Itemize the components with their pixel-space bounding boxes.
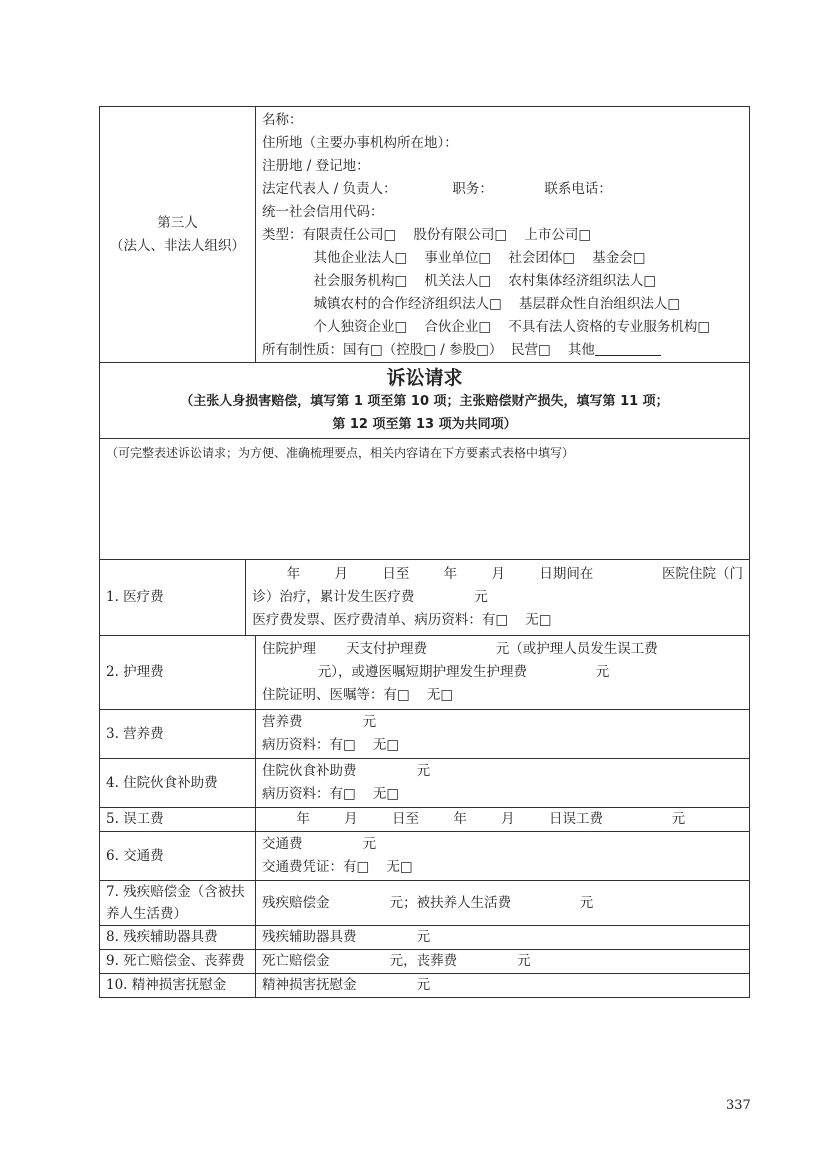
- item-content: [256, 881, 749, 925]
- item-row-nursing: [100, 635, 749, 709]
- item-line: 医疗费发票、医疗费清单、病历资料：有□ 无□: [252, 612, 552, 628]
- other-blank: [595, 339, 661, 356]
- tp-line: 类型：有限责任公司□ 股份有限公司□ 上市公司□: [262, 227, 592, 243]
- tp-line: 社会服务机构□ 机关法人□ 农村集体经济组织法人□: [262, 273, 657, 289]
- tp-line: 其他企业法人□ 事业单位□ 社会团体□ 基金会□: [262, 250, 646, 266]
- item-content: [256, 636, 749, 709]
- form-table: [99, 106, 750, 998]
- item-content: [256, 710, 749, 758]
- claims-heading: [100, 363, 749, 438]
- item-row-nutrition: [100, 709, 749, 758]
- item-line: 残疾赔偿金 元；被扶养人生活费 元: [262, 894, 594, 911]
- item-content: [256, 950, 749, 973]
- item-label: 9. 死亡赔偿金、丧葬费: [100, 950, 256, 973]
- item-content: [256, 808, 749, 831]
- item-label: 6. 交通费: [100, 832, 256, 880]
- item-label: 3. 营养费: [100, 710, 256, 758]
- tp-line: 个人独资企业□ 合伙企业□ 不具有法人资格的专业服务机构□: [262, 319, 711, 335]
- claims-subtitle-2: 第 12 项至第 13 项为共同项）: [332, 417, 517, 432]
- tp-line: 住所地（主要办事机构所在地）：: [262, 135, 458, 151]
- item-line: 精神损害抚慰金 元: [262, 977, 431, 993]
- item-row-assistive: [100, 925, 749, 949]
- item-line: 诊）治疗，累计发生医疗费 元: [252, 589, 488, 605]
- item-row-transport: [100, 831, 749, 880]
- third-party-content: [256, 107, 749, 362]
- item-line: 营养费 元: [262, 714, 377, 730]
- item-line: 年 月 日至 年 月 日误工费 元: [262, 811, 686, 827]
- item-label: 8. 残疾辅助器具费: [100, 926, 256, 949]
- item-line: 住院护理 天支付护理费 元（或护理人员发生误工费: [262, 641, 658, 657]
- item-label: 2. 护理费: [100, 636, 256, 709]
- item-label: 4. 住院伙食补助费: [100, 759, 256, 807]
- item-label: 10. 精神损害抚慰金: [100, 974, 256, 997]
- tp-line: 法定代表人 / 负责人： 职务： 联系电话：: [262, 181, 612, 197]
- item-line: 交通费凭证：有□ 无□: [262, 859, 413, 875]
- item-content: [246, 560, 749, 635]
- item-line: 交通费 元: [262, 836, 377, 852]
- item-label: 5. 误工费: [100, 808, 256, 831]
- item-label: 1. 医疗费: [100, 560, 246, 635]
- claims-free-text-row: [100, 438, 749, 559]
- item-content: [256, 974, 749, 997]
- item-line: 病历资料：有□ 无□: [262, 786, 400, 802]
- item-line: 住院伙食补助费 元: [262, 763, 431, 779]
- item-row-lost-wages: [100, 807, 749, 831]
- tp-ownership-line: [262, 339, 743, 362]
- tp-line: 城镇农村的合作经济组织法人□ 基层群众性自治组织法人□: [262, 296, 681, 312]
- item-line: 残疾辅助器具费 元: [262, 929, 431, 945]
- third-party-label-1: 第三人: [157, 214, 198, 231]
- tp-line: 统一社会信用代码：: [262, 204, 384, 220]
- third-party-label-2: （法人、非法人组织）: [110, 237, 245, 254]
- item-row-medical: [100, 559, 749, 635]
- tp-line: 注册地 / 登记地：: [262, 158, 370, 174]
- item-row-disability: [100, 880, 749, 925]
- item-content: [256, 832, 749, 880]
- item-line: 年 月 日至 年 月 日期间在 医院住院（门: [252, 566, 743, 582]
- item-row-death: [100, 949, 749, 973]
- item-line: 病历资料：有□ 无□: [262, 737, 400, 753]
- claims-heading-row: [100, 362, 749, 438]
- tp-line: 名称：: [262, 112, 303, 128]
- third-party-label: [100, 107, 256, 362]
- ownership-text: 所有制性质：国有□（控股□ / 参股□） 民营□ 其他: [262, 342, 595, 358]
- item-line: 元），或遵医嘱短期护理发生护理费 元: [262, 664, 610, 680]
- item-row-mental: [100, 973, 749, 997]
- item-line: 死亡赔偿金 元，丧葬费 元: [262, 953, 531, 969]
- page-number: 337: [726, 1098, 751, 1113]
- claims-free-text: （可完整表述诉讼请求；为方便、准确梳理要点，相关内容请在下方要素式表格中填写）: [106, 446, 575, 460]
- claims-subtitle-1: （主张人身损害赔偿，填写第 1 项至第 10 项；主张赔偿财产损失，填写第 11 项；: [180, 394, 669, 409]
- item-line: 住院证明、医嘱等：有□ 无□: [262, 687, 454, 703]
- item-label: 7. 残疾赔偿金（含被扶养人生活费）: [100, 881, 256, 925]
- item-row-meal-subsidy: [100, 758, 749, 807]
- item-content: [256, 759, 749, 807]
- item-content: [256, 926, 749, 949]
- third-party-row: [100, 107, 749, 362]
- claims-title: 诉讼请求: [386, 367, 463, 389]
